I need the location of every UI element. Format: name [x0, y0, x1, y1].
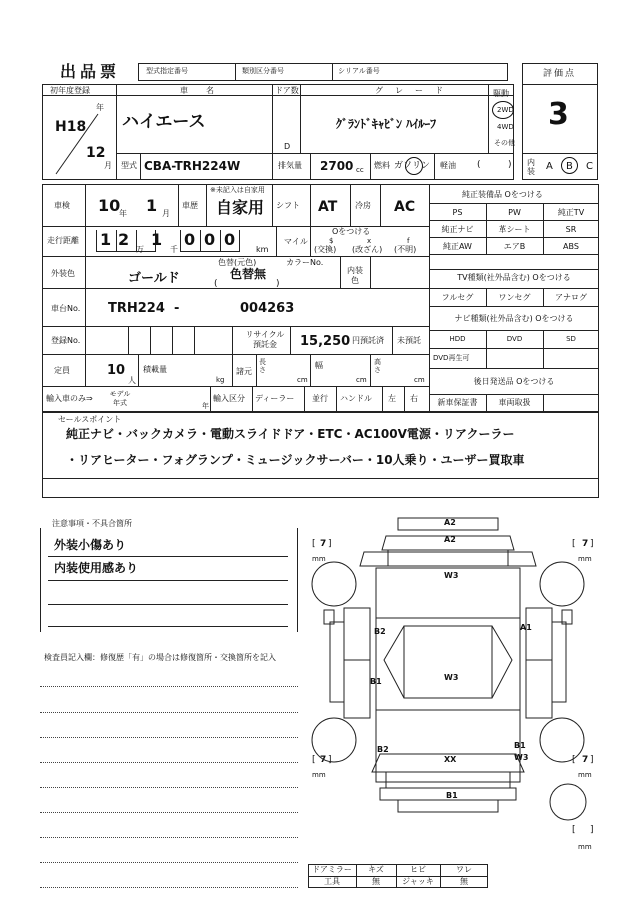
mm-fl: 7 [320, 539, 327, 549]
usage-note: ※未記入は自家用 [210, 186, 265, 194]
ac-value: AC [394, 199, 416, 215]
page-title: 出品票 [60, 62, 121, 81]
mark-rear-window: XX [444, 755, 457, 764]
shaken-year-unit: 年 [119, 209, 127, 218]
type-code-label: 型式指定番号 [146, 67, 188, 75]
mark-rear-bumper: B1 [446, 791, 458, 800]
drive-label: 駆動 [493, 89, 509, 98]
handle-left: 左 [388, 394, 396, 403]
legend-crack: ヒビ [410, 865, 426, 874]
mileage-digit: 1 [151, 230, 163, 249]
shaken-year: 10 [98, 196, 121, 215]
legend-tools: 工具 [324, 877, 340, 886]
import-label: 輸入車のみ⇒ [46, 394, 93, 403]
notes-line-2: 内装使用感あり [54, 561, 139, 575]
fuel-label: 燃料 [374, 161, 390, 170]
mm-fr: 7 [582, 539, 589, 549]
model-year-label: モデル年式 [109, 390, 131, 407]
import-dealer: ディーラー [255, 394, 295, 403]
first-reg-month: 12 [86, 145, 106, 161]
later-warranty: 新車保証書 [437, 398, 478, 407]
handle-right: 右 [410, 394, 418, 403]
equipment-title: 純正装備品 Oをつける [462, 190, 543, 199]
sales-line-2: ・リアヒーター・フォグランプ・ミュージックサーバー・10人乗り・ユーザー買取車 [66, 453, 525, 467]
capacity-unit: 人 [128, 376, 136, 385]
mileage-unknown: (不明) [394, 245, 417, 254]
width-label: 幅 [315, 361, 323, 370]
mileage-exchanged: (交換) [314, 245, 337, 254]
interior-color-label: 内装色 [347, 266, 363, 285]
serial-label: シリアル番号 [338, 67, 380, 75]
interior-c: C [586, 161, 593, 172]
equip-abs: ABS [563, 242, 579, 251]
history-label: 車歴 [182, 201, 198, 210]
chassis-dash: - [174, 301, 180, 316]
chassis-prefix: TRH224 [108, 301, 165, 316]
inspector-label: 検査員記入欄：修復歴「有」の場合は修復箇所・交換箇所を記入 [44, 653, 276, 662]
mile-label: マイル [284, 237, 308, 246]
mm-rl-unit: mm [312, 771, 326, 779]
recycle-unit: 円預託済 [352, 336, 384, 345]
displacement-cc: cc [356, 166, 364, 174]
mileage-digit: 0 [204, 230, 216, 249]
sales-label: セールスポイント [58, 415, 122, 424]
shift-label: シフト [276, 201, 300, 210]
sales-line-1: 純正ナビ・バックカメラ・電動スライドドア・ETC・AC100V電源・リアクーラー [66, 427, 515, 441]
displacement-label: 排気量 [278, 161, 302, 170]
mileage-digit: 0 [224, 230, 236, 249]
capacity-label: 定員 [54, 366, 70, 375]
mileage-sen-unit: 千 [170, 245, 178, 254]
first-reg-month-unit: 月 [104, 161, 112, 170]
mark-right-rear-glass: W3 [514, 753, 529, 762]
eval-label: 評価点 [543, 69, 577, 79]
width-cm: cm [356, 376, 367, 384]
legend-jack: ジャッキ [402, 877, 434, 886]
mileage-digit: 0 [184, 230, 196, 249]
later-title: 後日発送品 Oをつける [473, 377, 555, 386]
drive-other: その他 [494, 139, 515, 147]
vehicle-name-label: 車名 [180, 86, 232, 95]
mark-left-rear: B1 [370, 677, 382, 686]
interior-label: 内装 [527, 158, 535, 176]
mm-rr-unit: mm [578, 771, 592, 779]
equip-navi: 純正ナビ [441, 225, 474, 234]
load-label: 積載量 [143, 365, 167, 374]
load-kg: kg [216, 376, 225, 384]
repaint-label: 色替(元色) [218, 258, 257, 267]
equip-airbag: エアB [503, 242, 526, 251]
first-reg-label: 初年度登録 [50, 86, 90, 95]
door-d: D [284, 142, 291, 151]
recycle-label: リサイクル預託金 [245, 330, 285, 349]
model-value: CBA-TRH224W [144, 159, 241, 173]
tv-fullseg: フルセグ [441, 293, 474, 302]
height-label: 高さ [374, 358, 381, 374]
model-label: 型式 [121, 161, 137, 170]
vehicle-diagram [300, 510, 600, 830]
drive-2wd-circle [492, 101, 514, 119]
ac-label: 冷房 [355, 201, 371, 210]
chassis-label: 車台No. [51, 304, 81, 313]
navi-hdd: HDD [449, 335, 466, 343]
first-reg-year-unit: 年 [96, 103, 104, 112]
mark-left-rear-quarter: B2 [377, 745, 389, 754]
mm-rl: 7 [320, 755, 327, 765]
mileage-digit: 2 [118, 230, 130, 249]
notes-label: 注意事項・不具合箇所 [52, 519, 132, 528]
import-cat-label: 輸入区分 [213, 394, 245, 403]
interior-b: B [566, 161, 573, 172]
chassis-number: 004263 [240, 301, 295, 316]
mileage-label: 走行距離 [47, 236, 79, 245]
equip-aw: 純正AW [443, 242, 472, 251]
capacity-value: 10 [107, 363, 126, 378]
mark-left-front: B2 [374, 627, 386, 636]
dvd-label: DVD再生可 [433, 354, 470, 362]
legend-break: ワレ [456, 865, 472, 874]
notes-line-1: 外装小傷あり [54, 538, 127, 552]
tv-title: TV種類(社外品含む) Oをつける [457, 273, 571, 282]
equip-sr: SR [565, 225, 577, 234]
height-cm: cm [414, 376, 425, 384]
mark-right-rear: B1 [514, 741, 526, 750]
circle-note: Oをつける [332, 227, 371, 236]
equip-tv: 純正TV [557, 208, 585, 217]
color-label: 外装色 [51, 269, 75, 278]
color-no-label: カラーNo. [286, 258, 324, 267]
recycle-not: 未預託 [397, 336, 421, 345]
shift-value: AT [318, 199, 338, 215]
color-value: ゴールド [128, 271, 180, 286]
tv-oneseg: ワンセグ [498, 293, 531, 302]
repaint-value: 色替無 [230, 267, 267, 281]
mark-front-bumper: A2 [444, 518, 456, 527]
eval-score: 3 [548, 97, 569, 132]
mark-roof: W3 [444, 673, 459, 682]
fuel-gasoline: ガソリン [394, 161, 431, 171]
drive-4wd: 4WD [497, 123, 514, 131]
recycle-amount: 15,250 [300, 334, 351, 349]
usage-value: 自家用 [216, 198, 265, 217]
fuel-gasoline-circle [405, 157, 423, 175]
grade-label: グレード [375, 86, 455, 95]
later-manual: 車両取扱 [498, 398, 531, 407]
legend-scratch: キズ [368, 865, 384, 874]
fuel-diesel: 軽油 [440, 161, 456, 170]
navi-title: ナビ種類(社外品含む) Oをつける [454, 314, 574, 323]
vehicle-name: ハイエース [122, 112, 206, 132]
mileage-km-unit: km [256, 245, 269, 254]
first-reg-era: H18 [55, 119, 87, 135]
shaken-month: 1 [146, 196, 158, 215]
mm-fr-unit: mm [578, 555, 592, 563]
mileage-man-unit: 万 [136, 245, 144, 254]
mm-fl-unit: mm [312, 555, 326, 563]
mileage-modified: (改ざん) [352, 245, 383, 254]
navi-sd: SD [566, 335, 576, 343]
category-label: 類別区分番号 [242, 67, 284, 75]
mark-right-side: A1 [520, 623, 532, 632]
header-code-box [138, 63, 508, 81]
tv-analog: アナログ [555, 293, 587, 302]
interior-a: A [546, 161, 553, 172]
reg-no-label: 登録No. [51, 336, 81, 345]
equip-pw: PW [508, 208, 521, 217]
mark-hood: A2 [444, 535, 456, 544]
legend-mirror: ドアミラー [312, 865, 352, 874]
interior-b-circle [561, 157, 578, 174]
grade-value: ｸﾞﾗﾝﾄﾞｷｬﾋﾞﾝ ﾊｲﾙｰﾌ [336, 117, 437, 131]
equip-leather: 革シート [498, 225, 531, 234]
shaken-month-unit: 月 [162, 209, 170, 218]
length-label: 長さ [259, 358, 266, 374]
mark-windshield: W3 [444, 571, 459, 580]
displacement-value: 2700 [320, 159, 354, 173]
import-parallel: 並行 [312, 394, 328, 403]
mm-rr: 7 [582, 755, 589, 765]
navi-dvd: DVD [506, 335, 523, 343]
model-year-unit: 年 [202, 402, 209, 410]
mileage-digit: 1 [100, 230, 112, 249]
length-cm: cm [297, 376, 308, 384]
dims-label: 諸元 [236, 367, 252, 376]
equip-ps: PS [452, 208, 463, 217]
mm-spare-unit: mm [578, 843, 592, 851]
handle-label: ハンドル [340, 394, 372, 403]
drive-2wd: 2WD [497, 106, 514, 114]
shaken-label: 車検 [54, 201, 70, 210]
doors-label: ドア数 [275, 86, 299, 95]
legend-tools-value: 無 [372, 877, 380, 886]
legend-jack-value: 無 [460, 877, 468, 886]
